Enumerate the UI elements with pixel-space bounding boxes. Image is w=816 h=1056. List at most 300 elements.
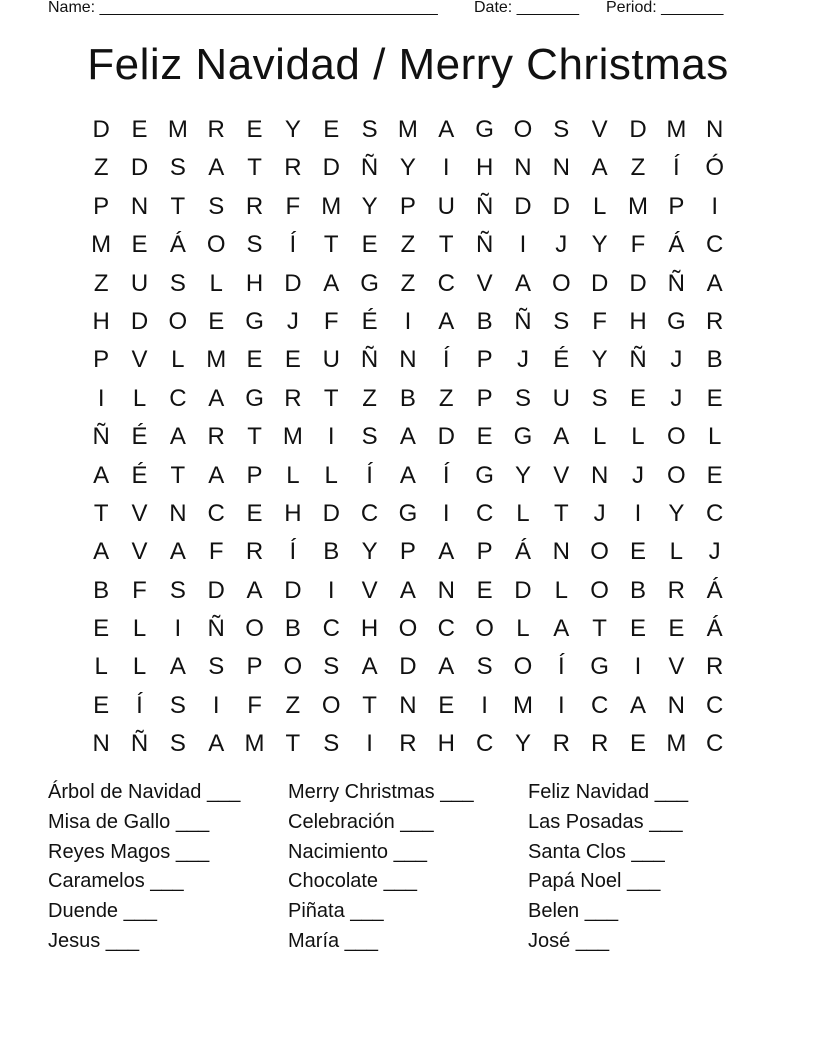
grid-letter[interactable]: S	[553, 116, 570, 143]
grid-letter[interactable]: D	[514, 192, 532, 220]
grid-letter[interactable]: Y	[361, 538, 378, 566]
grid-letter[interactable]: G	[513, 423, 533, 451]
grid-letter[interactable]: R	[207, 423, 225, 451]
grid-letter[interactable]: V	[553, 461, 570, 489]
grid-letter[interactable]: A	[399, 423, 416, 451]
grid-letter[interactable]: I	[97, 384, 105, 412]
grid-letter[interactable]: R	[667, 576, 685, 604]
grid-letter[interactable]: I	[442, 154, 450, 182]
grid-letter[interactable]: R	[399, 730, 417, 758]
grid-letter[interactable]: L	[707, 423, 722, 451]
grid-letter[interactable]: C	[437, 615, 455, 643]
grid-letter[interactable]: F	[285, 192, 301, 220]
grid-letter[interactable]: L	[94, 653, 108, 681]
grid-letter[interactable]: C	[475, 499, 494, 527]
grid-letter[interactable]: C	[360, 499, 379, 527]
grid-letter[interactable]: Y	[284, 116, 301, 143]
grid-letter[interactable]: M	[666, 116, 687, 143]
grid-letter[interactable]: J	[631, 461, 644, 489]
grid-letter[interactable]: U	[322, 346, 340, 374]
grid-letter[interactable]: P	[399, 192, 416, 220]
grid-letter[interactable]: F	[630, 231, 646, 259]
grid-letter[interactable]: L	[554, 576, 568, 604]
grid-letter[interactable]: A	[438, 116, 455, 143]
grid-letter[interactable]: Ñ	[667, 269, 685, 297]
grid-letter[interactable]: Í	[557, 653, 565, 681]
grid-letter[interactable]: H	[475, 154, 494, 182]
grid-letter[interactable]: V	[668, 653, 685, 681]
grid-letter[interactable]: S	[514, 384, 531, 412]
grid-letter[interactable]: I	[634, 499, 642, 527]
grid-letter[interactable]: P	[476, 384, 493, 412]
grid-letter[interactable]: T	[247, 154, 262, 182]
period-field[interactable]: Period: _______	[606, 0, 724, 16]
grid-letter[interactable]: N	[667, 691, 685, 719]
grid-letter[interactable]: B	[284, 615, 301, 643]
grid-letter[interactable]: N	[590, 461, 609, 489]
grid-letter[interactable]: A	[323, 269, 340, 297]
grid-letter[interactable]: T	[247, 423, 262, 451]
grid-letter[interactable]: E	[629, 384, 646, 412]
grid-letter[interactable]: T	[170, 192, 186, 220]
grid-row	[82, 725, 734, 763]
grid-letter[interactable]: G	[398, 499, 418, 527]
grid-letter[interactable]: S	[169, 154, 186, 182]
grid-letter[interactable]: G	[666, 307, 686, 335]
grid-letter[interactable]: Á	[706, 615, 723, 643]
grid-letter[interactable]: D	[437, 423, 455, 451]
grid-letter[interactable]: O	[666, 461, 686, 489]
grid-letter[interactable]: V	[476, 269, 493, 297]
grid-letter[interactable]: S	[553, 307, 570, 335]
grid-letter[interactable]: M	[397, 116, 418, 143]
grid-letter[interactable]: N	[552, 154, 570, 182]
grid-letter[interactable]: I	[711, 192, 718, 220]
grid-letter[interactable]: P	[246, 653, 263, 681]
grid-letter[interactable]: V	[131, 499, 148, 527]
grid-letter[interactable]: F	[208, 538, 224, 566]
grid-letter[interactable]: S	[476, 653, 493, 681]
grid-letter[interactable]: C	[322, 615, 340, 643]
grid-letter[interactable]: O	[551, 269, 571, 297]
grid-letter[interactable]: S	[323, 730, 340, 758]
grid-letter[interactable]: Í	[442, 346, 450, 374]
grid-letter[interactable]: H	[360, 615, 379, 643]
grid-letter[interactable]: P	[93, 346, 110, 374]
word-list-item: Nacimiento ___	[288, 840, 427, 863]
grid-letter[interactable]: E	[629, 615, 646, 643]
grid-letter[interactable]: T	[323, 231, 339, 259]
grid-letter[interactable]: H	[284, 499, 302, 527]
grid-letter[interactable]: O	[206, 231, 226, 259]
grid-letter[interactable]: Ñ	[92, 423, 110, 451]
grid-letter[interactable]: O	[475, 615, 494, 643]
grid-letter[interactable]: E	[706, 384, 723, 412]
grid-letter[interactable]: C	[437, 269, 455, 297]
grid-letter[interactable]: E	[476, 576, 493, 604]
grid-letter[interactable]: D	[590, 269, 609, 297]
grid-letter[interactable]: J	[593, 499, 606, 527]
grid-letter[interactable]: H	[437, 730, 455, 758]
grid-letter[interactable]: J	[670, 346, 683, 374]
grid-letter[interactable]: C	[475, 730, 494, 758]
grid-letter[interactable]: G	[245, 307, 264, 335]
grid-letter[interactable]: O	[283, 653, 303, 681]
grid-letter[interactable]: L	[132, 384, 147, 412]
grid-letter[interactable]: V	[131, 538, 148, 566]
grid-letter[interactable]: M	[91, 231, 112, 259]
grid-letter[interactable]: C	[706, 730, 724, 758]
grid-letter[interactable]: O	[590, 576, 609, 604]
grid-letter[interactable]: É	[361, 307, 378, 335]
grid-letter[interactable]: Y	[399, 154, 416, 182]
grid-letter[interactable]: L	[132, 653, 147, 681]
grid-letter[interactable]: L	[516, 615, 530, 643]
grid-letter[interactable]: O	[168, 307, 188, 335]
grid-letter[interactable]: D	[92, 116, 110, 143]
grid-letter[interactable]: Ñ	[629, 346, 647, 374]
grid-letter[interactable]: M	[512, 691, 533, 719]
grid-letter[interactable]: Ñ	[130, 730, 149, 758]
grid-letter[interactable]: Ñ	[360, 154, 379, 182]
grid-letter[interactable]: E	[131, 231, 148, 259]
grid-letter[interactable]: L	[209, 269, 223, 297]
grid-letter[interactable]: Z	[400, 231, 416, 259]
grid-letter[interactable]: Y	[514, 730, 531, 758]
grid-letter[interactable]: Ñ	[475, 231, 494, 259]
grid-letter[interactable]: F	[323, 307, 339, 335]
grid-letter[interactable]: P	[399, 538, 416, 566]
grid-letter[interactable]: Z	[93, 269, 109, 297]
grid-letter[interactable]: M	[666, 730, 687, 758]
grid-letter[interactable]: F	[592, 307, 607, 335]
grid-letter[interactable]: M	[244, 730, 265, 758]
grid-letter[interactable]: I	[327, 576, 335, 604]
grid-letter[interactable]: E	[284, 346, 301, 374]
grid-letter[interactable]: T	[592, 615, 607, 643]
grid-letter[interactable]: T	[323, 384, 339, 412]
grid-letter[interactable]: E	[323, 116, 340, 143]
grid-letter[interactable]: O	[590, 538, 609, 566]
grid-letter[interactable]: Ó	[705, 154, 724, 182]
grid-letter[interactable]: U	[130, 269, 149, 297]
grid-letter[interactable]: E	[246, 116, 263, 143]
grid-letter[interactable]: J	[555, 231, 568, 259]
grid-letter[interactable]: U	[437, 192, 455, 220]
grid-letter[interactable]: S	[361, 116, 378, 143]
grid-letter[interactable]: O	[666, 423, 686, 451]
grid-letter[interactable]: D	[399, 653, 417, 681]
grid-letter[interactable]: Ñ	[475, 192, 494, 220]
grid-letter[interactable]: E	[131, 116, 148, 143]
grid-letter[interactable]: G	[475, 461, 494, 489]
grid-letter[interactable]: S	[246, 231, 263, 259]
grid-letter[interactable]: S	[361, 423, 378, 451]
grid-letter[interactable]: P	[476, 538, 493, 566]
grid-letter[interactable]: Í	[442, 461, 450, 489]
grid-letter[interactable]: Í	[136, 691, 143, 719]
grid-letter[interactable]: H	[629, 307, 647, 335]
grid-letter[interactable]: Á	[668, 231, 685, 259]
grid-letter[interactable]: T	[285, 730, 301, 758]
grid-letter[interactable]: C	[706, 231, 724, 259]
grid-letter[interactable]: A	[246, 576, 263, 604]
grid-letter[interactable]: C	[590, 691, 609, 719]
grid-letter[interactable]: N	[514, 154, 532, 182]
grid-letter[interactable]: M	[167, 116, 188, 143]
grid-letter[interactable]: S	[169, 576, 186, 604]
grid-letter[interactable]: G	[360, 269, 379, 297]
grid-letter[interactable]: Í	[672, 154, 680, 182]
grid-letter[interactable]: L	[516, 499, 530, 527]
grid-letter[interactable]: M	[206, 346, 227, 374]
grid-letter[interactable]: D	[284, 269, 302, 297]
grid-letter[interactable]: P	[93, 192, 110, 220]
grid-letter[interactable]: S	[169, 691, 186, 719]
grid-letter[interactable]: G	[475, 116, 494, 143]
grid-row	[82, 572, 734, 610]
grid-letter[interactable]: R	[590, 730, 609, 758]
grid-letter[interactable]: Z	[630, 154, 646, 182]
grid-letter[interactable]: D	[130, 307, 149, 335]
grid-letter[interactable]: I	[634, 653, 642, 681]
grid-letter[interactable]: N	[399, 691, 417, 719]
grid-letter[interactable]: I	[404, 307, 412, 335]
grid-letter[interactable]: R	[207, 116, 225, 143]
grid-letter[interactable]: E	[93, 615, 110, 643]
grid-letter[interactable]: N	[706, 116, 724, 143]
grid-letter[interactable]: L	[286, 461, 300, 489]
grid-letter[interactable]: V	[361, 576, 378, 604]
grid-letter[interactable]: R	[552, 730, 570, 758]
grid-letter[interactable]: V	[591, 116, 608, 143]
grid-letter[interactable]: A	[438, 307, 455, 335]
grid-letter[interactable]: E	[629, 730, 646, 758]
grid-letter[interactable]: J	[708, 538, 721, 566]
word-list-item: Celebración ___	[288, 810, 434, 833]
grid-letter[interactable]: P	[246, 461, 263, 489]
grid-letter[interactable]: F	[132, 576, 147, 604]
grid-letter[interactable]: I	[442, 499, 450, 527]
grid-letter[interactable]: B	[323, 538, 340, 566]
grid-letter[interactable]: L	[132, 615, 147, 643]
grid-letter[interactable]: A	[208, 461, 225, 489]
grid-row	[82, 303, 734, 341]
grid-letter[interactable]: I	[174, 615, 182, 643]
grid-letter[interactable]: D	[552, 192, 570, 220]
grid-letter[interactable]: B	[629, 576, 646, 604]
grid-letter[interactable]: Á	[514, 538, 531, 566]
grid-letter[interactable]: D	[322, 154, 340, 182]
grid-letter[interactable]: U	[552, 384, 570, 412]
grid-letter[interactable]: Ñ	[514, 307, 532, 335]
grid-letter[interactable]: R	[706, 653, 724, 681]
grid-letter[interactable]: I	[519, 231, 527, 259]
grid-letter[interactable]: Í	[289, 231, 297, 259]
grid-letter[interactable]: A	[438, 653, 455, 681]
grid-letter[interactable]: T	[362, 691, 377, 719]
grid-letter[interactable]: N	[399, 346, 417, 374]
grid-letter[interactable]: F	[247, 691, 262, 719]
grid-letter[interactable]: D	[130, 154, 149, 182]
grid-letter[interactable]: E	[476, 423, 493, 451]
grid-letter[interactable]: N	[437, 576, 455, 604]
grid-letter[interactable]: Z	[362, 384, 377, 412]
grid-letter[interactable]: H	[245, 269, 264, 297]
grid-letter[interactable]: C	[706, 499, 724, 527]
grid-letter[interactable]: A	[399, 576, 416, 604]
grid-letter[interactable]: L	[592, 423, 607, 451]
grid-letter[interactable]: P	[476, 346, 493, 374]
grid-letter[interactable]: B	[706, 346, 723, 374]
grid-letter[interactable]: I	[366, 730, 373, 758]
grid-letter[interactable]: S	[591, 384, 608, 412]
grid-letter[interactable]: I	[557, 691, 565, 719]
grid-letter[interactable]: Y	[514, 461, 531, 489]
grid-letter[interactable]: Y	[591, 346, 608, 374]
grid-letter[interactable]: T	[93, 499, 109, 527]
grid-letter[interactable]: E	[438, 691, 455, 719]
grid-letter[interactable]: Y	[591, 231, 608, 259]
grid-letter[interactable]: É	[131, 423, 148, 451]
grid-letter[interactable]: D	[629, 269, 647, 297]
grid-letter[interactable]: I	[212, 691, 220, 719]
grid-letter[interactable]: J	[670, 384, 683, 412]
word-list-item: José ___	[528, 929, 610, 952]
grid-letter[interactable]: A	[208, 730, 225, 758]
grid-letter[interactable]: I	[481, 691, 488, 719]
grid-letter[interactable]: O	[513, 116, 533, 143]
grid-letter[interactable]: A	[706, 269, 723, 297]
grid-letter[interactable]: O	[398, 615, 418, 643]
grid-letter[interactable]: E	[246, 499, 263, 527]
grid-letter[interactable]: P	[668, 192, 685, 220]
grid-letter[interactable]: J	[286, 307, 299, 335]
grid-letter[interactable]: R	[245, 538, 264, 566]
grid-letter[interactable]: E	[361, 231, 378, 259]
grid-letter[interactable]: V	[131, 346, 148, 374]
grid-letter[interactable]: R	[284, 154, 302, 182]
date-field[interactable]: Date: _______	[474, 0, 579, 16]
grid-letter[interactable]: C	[169, 384, 187, 412]
grid-letter[interactable]: O	[321, 691, 341, 719]
grid-letter[interactable]: A	[438, 538, 455, 566]
word-list-row	[48, 867, 768, 897]
grid-letter[interactable]: Z	[93, 154, 109, 182]
grid-letter[interactable]: A	[361, 653, 378, 681]
grid-letter[interactable]: D	[322, 499, 340, 527]
grid-letter[interactable]: É	[131, 461, 148, 489]
grid-letter[interactable]: E	[629, 538, 646, 566]
grid-letter[interactable]: A	[169, 423, 186, 451]
grid-letter[interactable]: Ñ	[207, 615, 225, 643]
grid-letter[interactable]: A	[93, 538, 110, 566]
grid-letter[interactable]: S	[169, 269, 186, 297]
grid-letter[interactable]: H	[92, 307, 110, 335]
name-field[interactable]: Name: ______________________________________	[48, 0, 438, 16]
grid-letter[interactable]: C	[207, 499, 225, 527]
grid-letter[interactable]: M	[321, 192, 342, 220]
grid-letter[interactable]: T	[553, 499, 569, 527]
grid-letter[interactable]: A	[553, 615, 570, 643]
grid-letter[interactable]: S	[208, 653, 225, 681]
grid-letter[interactable]: A	[93, 461, 110, 489]
grid-letter[interactable]: S	[169, 730, 186, 758]
grid-letter[interactable]: T	[170, 461, 186, 489]
grid-letter[interactable]: Z	[438, 384, 454, 412]
word-list-row	[48, 897, 768, 927]
grid-letter[interactable]: B	[476, 307, 493, 335]
grid-letter[interactable]: D	[284, 576, 302, 604]
grid-letter[interactable]: A	[208, 384, 225, 412]
grid-letter[interactable]: A	[399, 461, 416, 489]
grid-letter[interactable]: E	[246, 346, 263, 374]
grid-letter[interactable]: Y	[668, 499, 685, 527]
grid-letter[interactable]: A	[169, 538, 186, 566]
grid-letter[interactable]: Í	[289, 538, 297, 566]
grid-letter[interactable]: A	[591, 154, 608, 182]
grid-letter[interactable]: A	[208, 154, 225, 182]
grid-letter[interactable]: D	[629, 116, 647, 143]
grid-letter[interactable]: L	[631, 423, 645, 451]
grid-letter[interactable]: B	[93, 576, 110, 604]
grid-letter[interactable]: I	[327, 423, 335, 451]
grid-letter[interactable]: M	[627, 192, 648, 220]
grid-letter[interactable]: L	[324, 461, 338, 489]
grid-letter[interactable]: O	[513, 653, 533, 681]
grid-letter[interactable]: Z	[400, 269, 416, 297]
grid-letter[interactable]: E	[668, 615, 685, 643]
grid-letter[interactable]: J	[516, 346, 529, 374]
grid-letter[interactable]: A	[514, 269, 531, 297]
grid-letter[interactable]: R	[245, 192, 264, 220]
grid-letter[interactable]: Ñ	[360, 346, 379, 374]
grid-letter[interactable]: G	[590, 653, 609, 681]
grid-letter[interactable]: E	[706, 461, 723, 489]
grid-letter[interactable]: R	[284, 384, 302, 412]
grid-letter[interactable]: B	[399, 384, 416, 412]
grid-letter[interactable]: D	[514, 576, 532, 604]
grid-letter[interactable]: N	[552, 538, 570, 566]
grid-letter[interactable]: N	[92, 730, 110, 758]
grid-letter[interactable]: L	[592, 192, 607, 220]
grid-letter[interactable]: D	[207, 576, 225, 604]
grid-letter[interactable]: E	[93, 691, 110, 719]
grid-letter[interactable]: N	[130, 192, 149, 220]
grid-letter[interactable]: É	[553, 346, 570, 374]
grid-letter[interactable]: E	[208, 307, 225, 335]
grid-letter[interactable]: O	[245, 615, 264, 643]
grid-letter[interactable]: L	[171, 346, 185, 374]
grid-letter[interactable]: T	[438, 231, 454, 259]
grid-letter[interactable]: G	[245, 384, 264, 412]
grid-letter[interactable]: S	[208, 192, 225, 220]
grid-letter[interactable]: M	[282, 423, 303, 451]
grid-letter[interactable]: Z	[285, 691, 301, 719]
grid-letter[interactable]: C	[706, 691, 724, 719]
grid-letter[interactable]: Y	[361, 192, 378, 220]
grid-letter[interactable]: R	[706, 307, 724, 335]
grid-letter[interactable]: L	[669, 538, 683, 566]
grid-letter[interactable]: Í	[366, 461, 373, 489]
grid-letter[interactable]: A	[629, 691, 646, 719]
grid-letter[interactable]: S	[323, 653, 340, 681]
grid-letter[interactable]: A	[553, 423, 570, 451]
grid-letter[interactable]: Á	[706, 576, 723, 604]
grid-letter[interactable]: Á	[169, 231, 186, 259]
grid-letter[interactable]: A	[169, 653, 186, 681]
grid-letter[interactable]: N	[169, 499, 187, 527]
